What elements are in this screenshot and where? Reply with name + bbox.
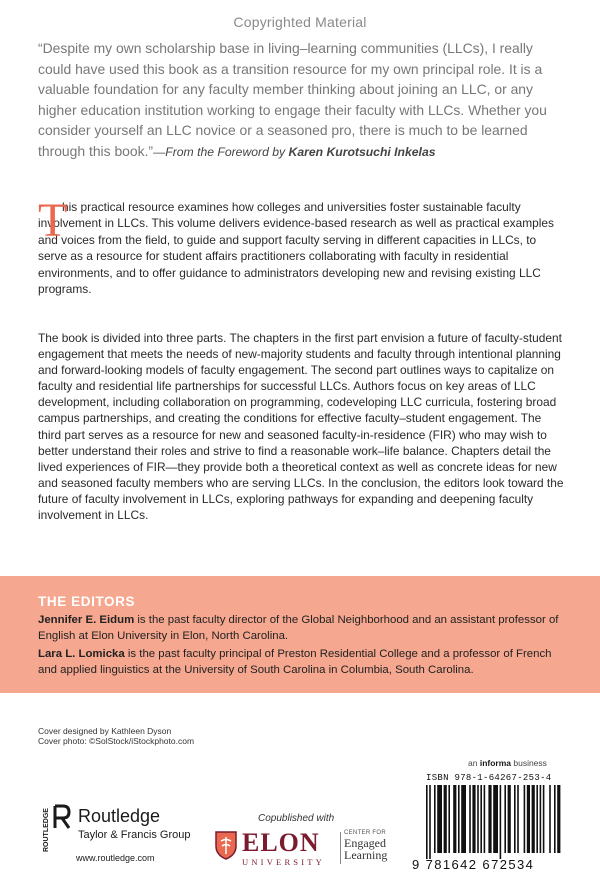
barcode-bar <box>448 785 450 853</box>
description-paragraph-1 <box>38 194 566 297</box>
barcode-bar <box>429 785 431 859</box>
isbn-number: ISBN 978-1-64267-253-4 <box>426 773 552 783</box>
description-paragraph-2 <box>38 330 566 523</box>
elon-wordmark: ELON <box>242 828 320 857</box>
engaged-learning-label: Engaged Learning <box>344 836 388 862</box>
cover-credits <box>38 726 194 746</box>
publisher-group: Taylor & Francis Group <box>78 829 191 841</box>
description-text-1: his practical resource examines how colleges and universities foster sustainable faculty involvement in LLCs. This volume delivers evidence-based research as well as practical examples and voices from the field, to guide and support faculty serving in different capacities in LLCs, to serve as a resource for student affairs practitioners collaborating with faculty in residential environments, and to offer guidance to administrators developing new and revising existing LLC programs. <box>38 200 554 297</box>
routledge-vertical-text: ROUTLEDGE <box>43 808 50 852</box>
elon-shield-icon <box>214 830 238 860</box>
barcode-bar <box>517 785 519 853</box>
routledge-r-icon <box>52 804 72 830</box>
logo-divider <box>340 832 341 864</box>
informa-business-label: an informa business <box>468 758 547 768</box>
barcode-graphic <box>418 785 564 861</box>
copyright-watermark: Copyrighted Material <box>233 14 367 30</box>
barcode-bar <box>543 785 545 853</box>
copublished-label: Copublished with <box>258 813 335 824</box>
publisher-name: Routledge <box>78 806 161 826</box>
routledge-vertical-wordmark <box>38 802 52 852</box>
elon-logo <box>214 828 414 872</box>
barcode-bar <box>549 785 551 853</box>
barcode-bar <box>508 785 511 853</box>
barcode-bar <box>444 785 447 853</box>
drop-cap: T <box>38 194 68 247</box>
editors-heading: THE EDITORS <box>38 594 136 609</box>
barcode-bar <box>461 785 466 853</box>
center-for-label: CENTER FOR <box>344 830 386 836</box>
foreword-quote <box>38 38 568 163</box>
barcode-bar <box>532 785 535 853</box>
barcode-bar <box>540 785 542 853</box>
editors-section <box>0 576 600 693</box>
barcode-bar <box>527 785 530 853</box>
barcode-bar <box>472 785 475 853</box>
cover-design-credit: Cover designed by Kathleen Dyson <box>38 726 172 736</box>
barcode-bar <box>426 785 428 859</box>
barcode-bar <box>469 785 471 853</box>
editor-bio: Lara L. Lomicka is the past faculty principal of Preston Residential College and a professor of French and applied linguistics at the University of South Carolina in Columbia, South Carolina. <box>38 648 552 676</box>
barcode-bar <box>484 785 486 853</box>
quote-text: “Despite my own scholarship base in living–learning communities (LLCs), I really could have used this book as a transition resource for my own principal role. It is a valuable foundation for any faculty member thinking about joining an LLC, or any higher education institution working to engage their faculty with LLCs. Whether you consider yourself an LLC novice or a seasoned pro, there is much to be learned through this book.” <box>38 40 547 159</box>
barcode-bar <box>488 785 491 853</box>
barcode-bar <box>453 785 456 853</box>
barcode-bar <box>557 785 560 853</box>
barcode-bar <box>477 785 479 853</box>
routledge-logo <box>38 802 198 862</box>
cover-photo-credit: Cover photo: ©SolStock/iStockphoto.com <box>38 736 195 746</box>
barcode-bar <box>480 785 482 853</box>
barcode-bar <box>493 785 498 853</box>
barcode-bar <box>554 785 556 853</box>
elon-university-label: UNIVERSITY <box>242 857 325 867</box>
quote-attribution: —From the Foreword by Karen Kurotsuchi Inkelas <box>153 144 436 159</box>
barcode-bar <box>434 785 436 853</box>
publisher-url: www.routledge.com <box>76 853 155 863</box>
foreword-author: Karen Kurotsuchi Inkelas <box>288 144 436 159</box>
barcode-digits: 9 781642 672534 <box>412 857 535 872</box>
isbn-barcode <box>412 773 568 882</box>
barcode-bar <box>524 785 526 853</box>
barcode-bar <box>536 785 538 853</box>
barcode-bar <box>514 785 516 853</box>
barcode-bar <box>437 785 442 853</box>
description-text-2: The book is divided into three parts. The chapters in the first part envision a future of faculty-student engagement that meets the needs of new-majority students and faculty through intentional planning and forward-looking models of faculty engagement. The second part outlines ways to capitalize on faculty and residential life partnerships for successful LLCs. Authors focus on key areas of LLC development, including collaboration on programming, codeveloping LLC curricula, fostering broad campus partnerships, and creating the conditions for effective faculty–student engagement. The third part serves as a resource for new and seasoned faculty-in-residence (FIR) who may wish to better understand their roles and strive to find a reasonable work–life balance. Chapters detail the lived experiences of FIR—they provide both a theoretical context as well as concrete ideas for new and seasoned faculty members who are serving LLCs. In the conclusion, the editors look toward the future of faculty involvement in LLCs, exploring pathways for expanding and deepening faculty involvement in LLCs. <box>38 331 564 523</box>
editor-bio: Jennifer E. Eidum is the past faculty director of the Global Neighborhood and an assistant professor of English at Elon University in Elon, North Carolina. <box>38 614 559 642</box>
barcode-bar <box>458 785 460 853</box>
barcode-bar <box>500 785 502 859</box>
barcode-bar <box>504 785 506 853</box>
